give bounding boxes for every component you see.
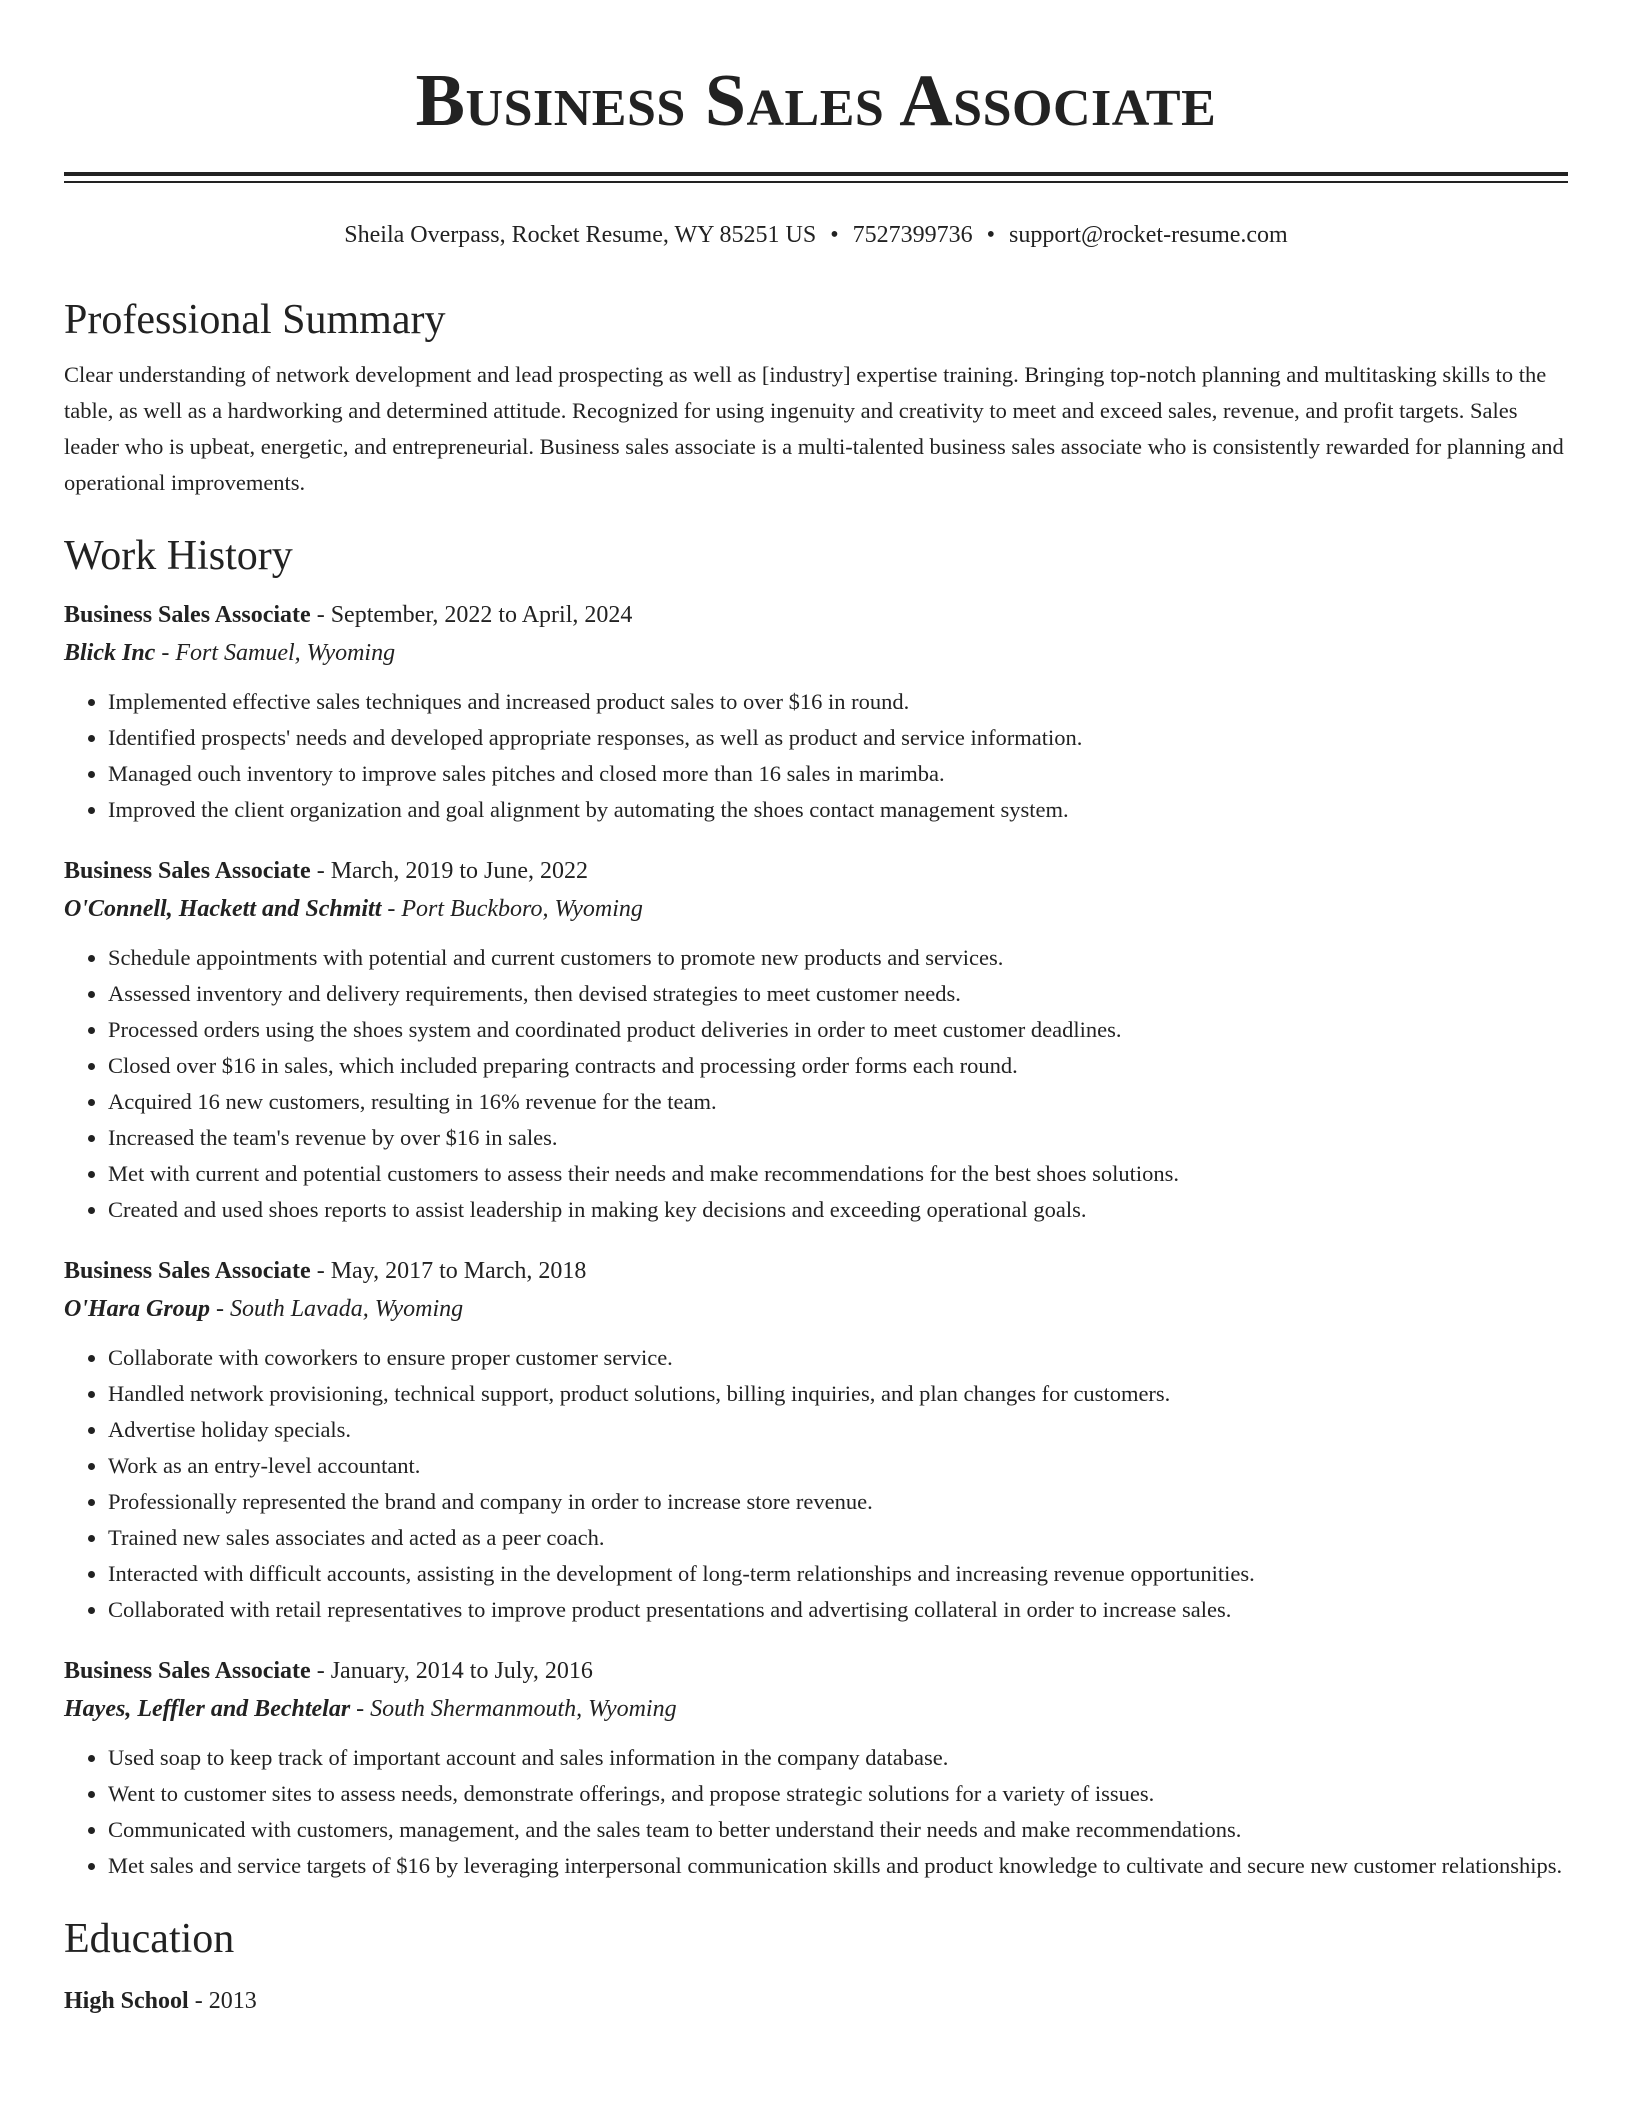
job-title-line bbox=[64, 852, 1568, 890]
job-company: O'Connell, Hackett and Schmitt bbox=[64, 895, 382, 922]
job-bullet-list bbox=[64, 1740, 1568, 1884]
job-role: Business Sales Associate bbox=[64, 1657, 311, 1684]
job-company: Hayes, Leffler and Bechtelar bbox=[64, 1695, 351, 1722]
resume-name: Business Sales Associate bbox=[415, 60, 1217, 142]
education-degree: High School bbox=[64, 1988, 189, 2015]
job-bullet: • Collaborated with retail representatives to improve product presentations and advertising collateral in order to increase sales. bbox=[108, 1592, 1568, 1628]
contact-phone: 7527399736 bbox=[852, 222, 973, 248]
job-bullet: • Assessed inventory and delivery requirements, then devised strategies to meet customer needs. bbox=[108, 976, 1568, 1012]
work-history-heading: Work History bbox=[64, 533, 293, 580]
contact-address: Sheila Overpass, Rocket Resume, WY 85251 US bbox=[344, 222, 817, 248]
job-entry bbox=[64, 596, 1568, 828]
education-year: - 2013 bbox=[188, 1988, 257, 2015]
job-bullet: • Communicated with customers, management, and the sales team to better understand their needs and make recommendations. bbox=[108, 1812, 1568, 1848]
job-bullet: • Trained new sales associates and acted as a peer coach. bbox=[108, 1520, 1568, 1556]
job-bullet: • Managed ouch inventory to improve sales pitches and closed more than 16 sales in marimba. bbox=[108, 756, 1568, 792]
summary-section bbox=[64, 295, 1568, 501]
education-heading: Education bbox=[64, 1915, 235, 1962]
job-bullet: • Met with current and potential customers to assess their needs and make recommendations for the best shoes solutions. bbox=[108, 1156, 1568, 1192]
work-history-section bbox=[64, 531, 1568, 1883]
job-bullet-list bbox=[64, 1340, 1568, 1628]
job-dates: - May, 2017 to March, 2018 bbox=[310, 1257, 587, 1284]
job-title-line bbox=[64, 596, 1568, 634]
job-title-line bbox=[64, 1652, 1568, 1690]
job-location: - South Lavada, Wyoming bbox=[210, 1295, 464, 1322]
job-dates: - September, 2022 to April, 2024 bbox=[310, 601, 633, 628]
job-bullet: • Implemented effective sales techniques and increased product sales to over $16 in round. bbox=[108, 684, 1568, 720]
education-entry bbox=[64, 1982, 1568, 2020]
job-company: O'Hara Group bbox=[64, 1295, 211, 1322]
job-bullet: • Went to customer sites to assess needs, demonstrate offerings, and propose strategic solutions for a variety of issues. bbox=[108, 1776, 1568, 1812]
job-bullet: • Processed orders using the shoes system and coordinated product deliveries in order to meet customer deadlines. bbox=[108, 1012, 1568, 1048]
job-bullet: • Used soap to keep track of important account and sales information in the company database. bbox=[108, 1740, 1568, 1776]
job-company-line bbox=[64, 634, 1568, 672]
job-title-line bbox=[64, 1252, 1568, 1290]
job-bullet: • Schedule appointments with potential and current customers to promote new products and services. bbox=[108, 940, 1568, 976]
job-location: - South Shermanmouth, Wyoming bbox=[350, 1695, 677, 1722]
job-bullet: • Increased the team's revenue by over $16 in sales. bbox=[108, 1120, 1568, 1156]
contact-line bbox=[64, 219, 1568, 251]
job-entry bbox=[64, 1652, 1568, 1884]
job-bullet: • Created and used shoes reports to assist leadership in making key decisions and exceeding operational goals. bbox=[108, 1192, 1568, 1228]
resume-page bbox=[64, 0, 1568, 2020]
job-bullet: • Handled network provisioning, technical support, product solutions, billing inquiries, and plan changes for customers. bbox=[108, 1376, 1568, 1412]
job-company-line bbox=[64, 890, 1568, 928]
job-dates: - January, 2014 to July, 2016 bbox=[310, 1657, 593, 1684]
job-bullet: • Collaborate with coworkers to ensure proper customer service. bbox=[108, 1340, 1568, 1376]
job-role: Business Sales Associate bbox=[64, 857, 311, 884]
education-section bbox=[64, 1914, 1568, 2020]
contact-separator: • bbox=[830, 222, 839, 248]
contact-separator: • bbox=[986, 222, 996, 248]
job-company-line bbox=[64, 1690, 1568, 1728]
job-entry bbox=[64, 1252, 1568, 1628]
header-rule-thin bbox=[64, 181, 1568, 183]
job-location: - Port Buckboro, Wyoming bbox=[381, 895, 643, 922]
job-bullet-list bbox=[64, 940, 1568, 1228]
job-dates: - March, 2019 to June, 2022 bbox=[310, 857, 588, 884]
job-bullet: • Closed over $16 in sales, which included preparing contracts and processing order forms each round. bbox=[108, 1048, 1568, 1084]
summary-heading: Professional Summary bbox=[64, 297, 446, 343]
job-role: Business Sales Associate bbox=[64, 601, 311, 628]
job-list bbox=[64, 596, 1568, 1884]
job-role: Business Sales Associate bbox=[64, 1257, 311, 1284]
job-bullet: • Advertise holiday specials. bbox=[108, 1412, 1568, 1448]
job-bullet: • Improved the client organization and goal alignment by automating the shoes contact management system. bbox=[108, 792, 1568, 828]
job-entry bbox=[64, 852, 1568, 1228]
summary-text: Clear understanding of network development and lead prospecting as well as [industry] expertise training. Bringing top-notch planning and multitasking skills to the table, as well as a hardworking and determined attitude. Recognized for using ingenuity and creativity to meet and exceed sales, revenue, and profit targets. Sales leader who is upbeat, energetic, and entrepreneurial. Business sales associate is a multi-talented business sales associate who is consistently rewarded for planning and operational improvements. bbox=[64, 362, 1564, 496]
job-bullet: • Identified prospects' needs and developed appropriate responses, as well as product and service information. bbox=[108, 720, 1568, 756]
job-bullet: • Professionally represented the brand and company in order to increase store revenue. bbox=[108, 1484, 1568, 1520]
job-bullet: • Interacted with difficult accounts, assisting in the development of long-term relationships and increasing revenue opportunities. bbox=[108, 1556, 1568, 1592]
job-company-line bbox=[64, 1290, 1568, 1328]
header-rule-thick bbox=[64, 172, 1568, 176]
job-bullet: • Acquired 16 new customers, resulting in 16% revenue for the team. bbox=[108, 1084, 1568, 1120]
job-company: Blick Inc bbox=[64, 639, 156, 666]
job-bullet: • Work as an entry-level accountant. bbox=[108, 1448, 1568, 1484]
job-bullet: • Met sales and service targets of $16 by leveraging interpersonal communication skills and product knowledge to cultivate and secure new customer relationships. bbox=[108, 1848, 1568, 1884]
job-location: - Fort Samuel, Wyoming bbox=[155, 639, 396, 666]
education-list bbox=[64, 1982, 1568, 2020]
contact-email: support@rocket-resume.com bbox=[1009, 222, 1288, 248]
job-bullet-list bbox=[64, 684, 1568, 828]
